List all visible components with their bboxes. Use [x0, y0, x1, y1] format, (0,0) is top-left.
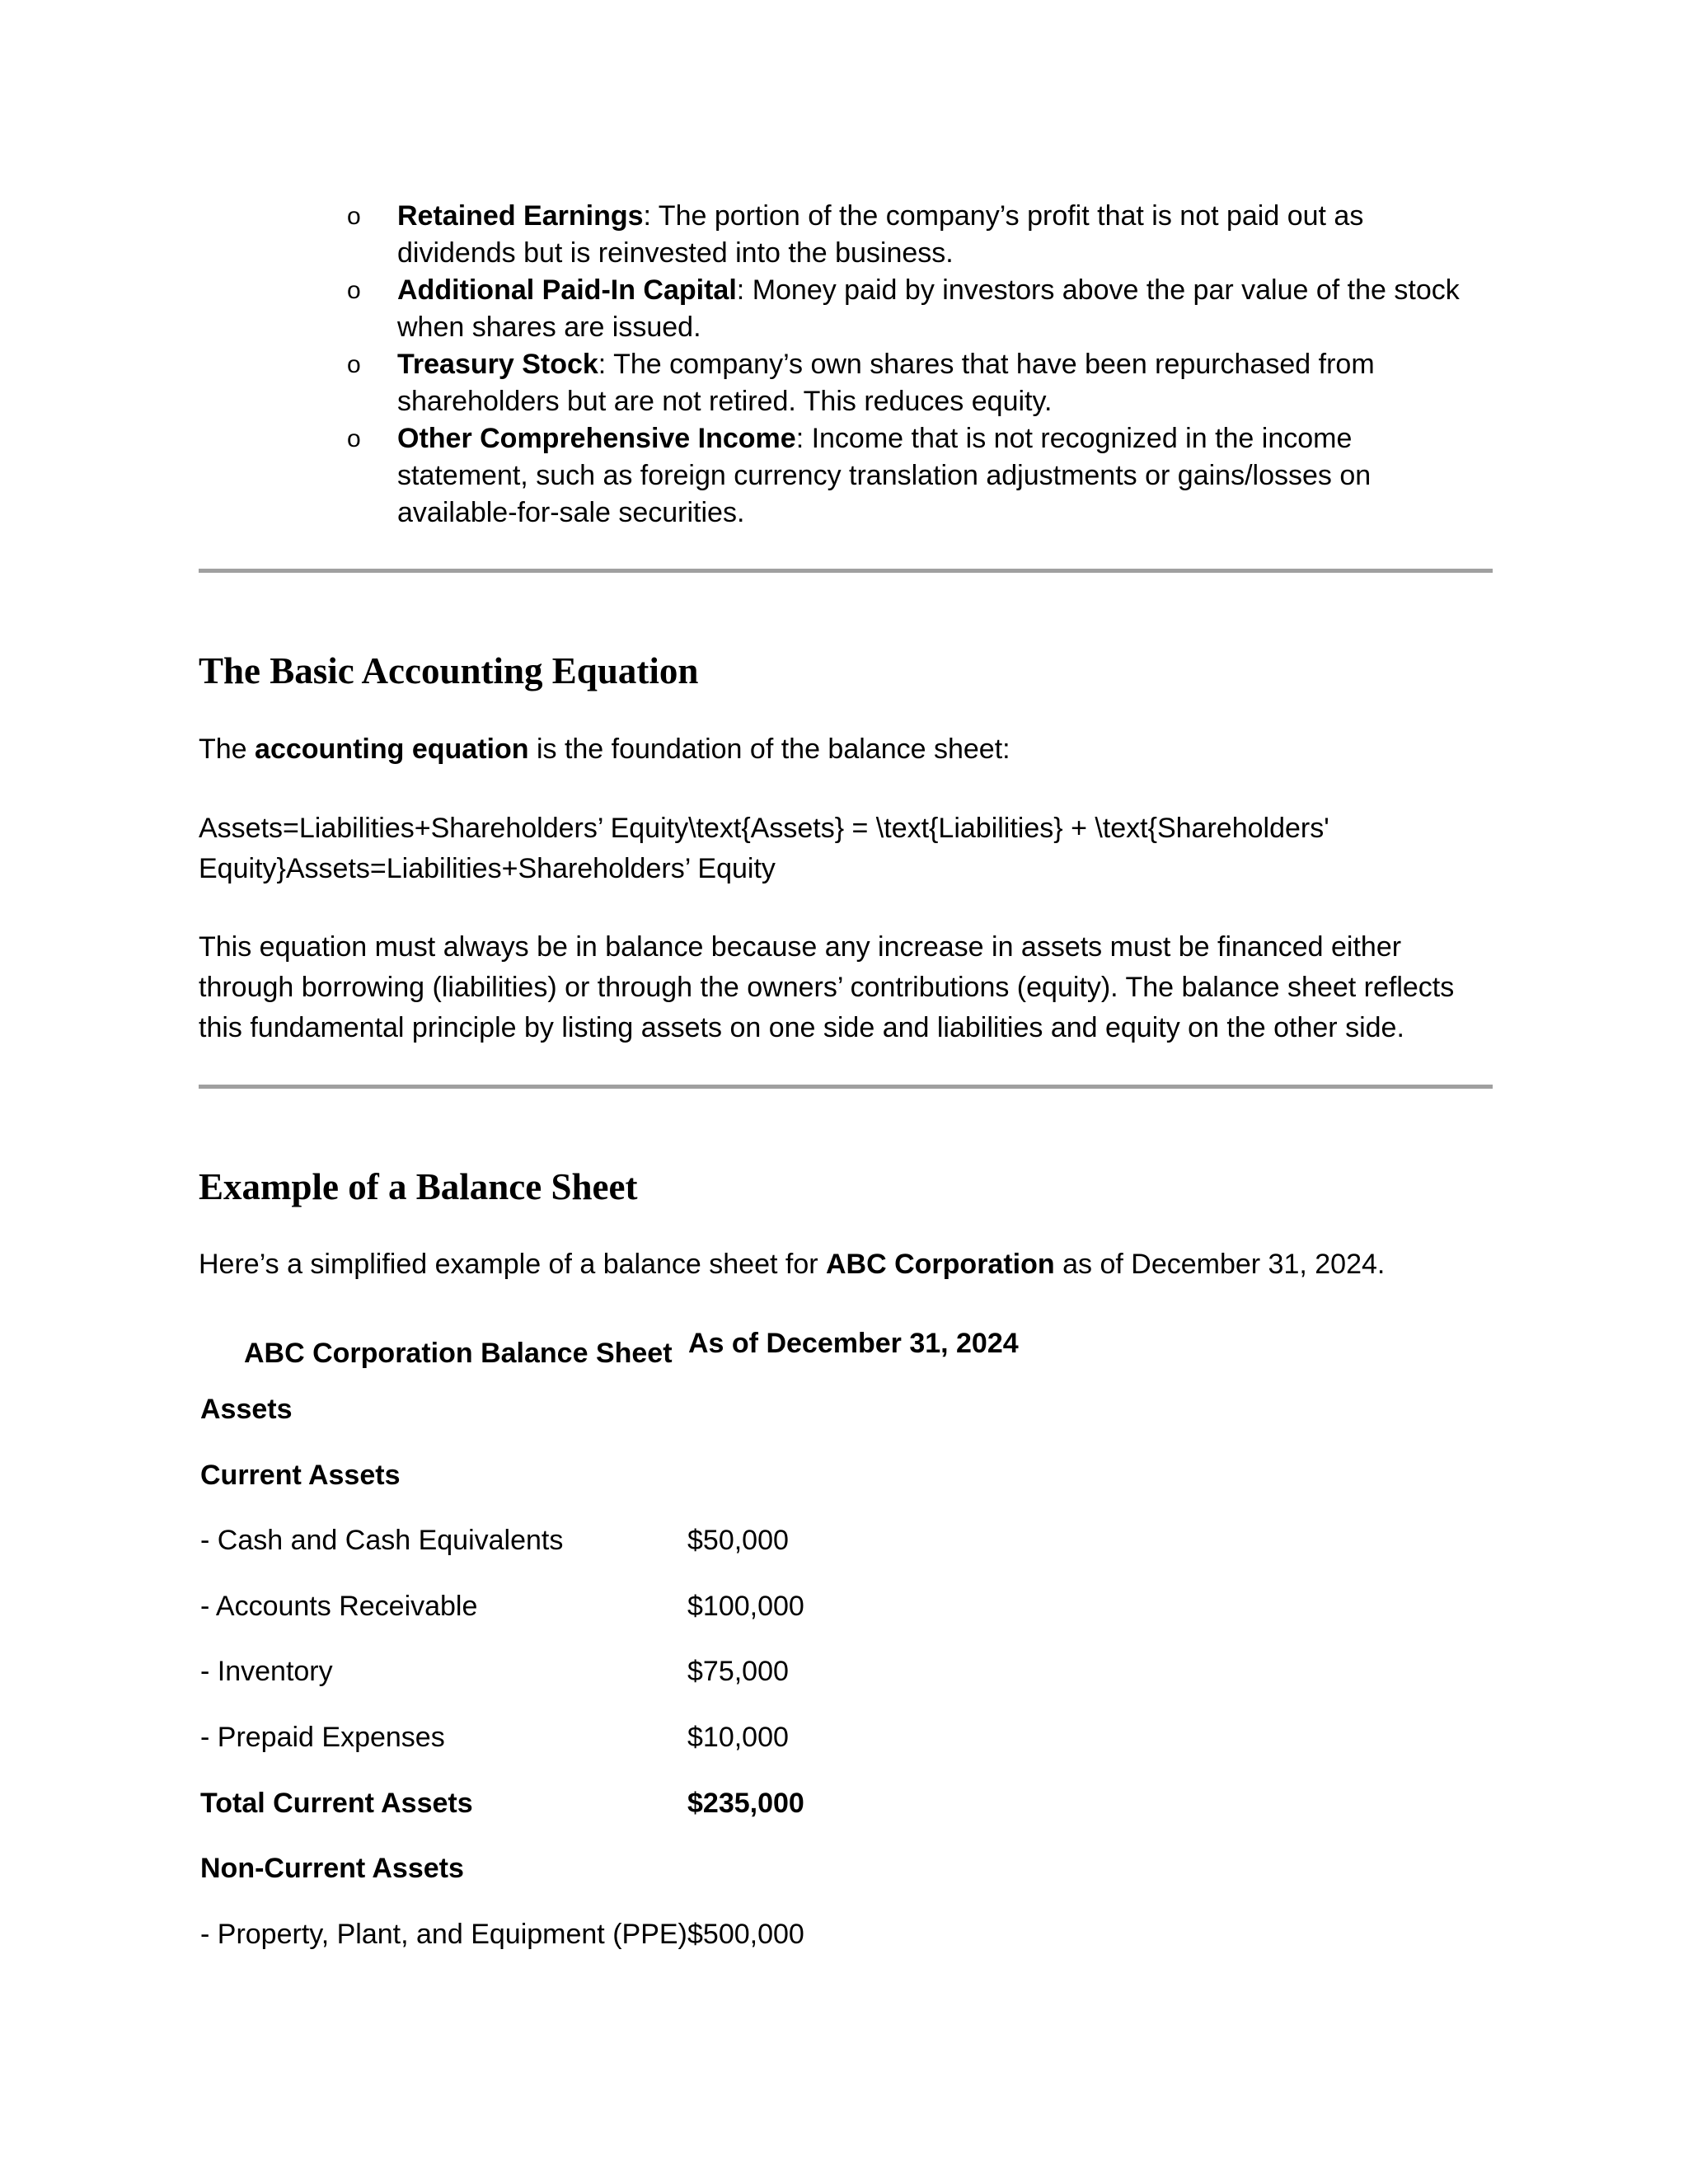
row-label: - Cash and Cash Equivalents	[200, 1525, 564, 1556]
balance-sheet-title: ABC Corporation Balance Sheet	[244, 1338, 673, 1369]
row-label: Total Current Assets	[200, 1788, 473, 1819]
list-item	[199, 346, 1486, 420]
section-heading-accounting-equation: The Basic Accounting Equation	[199, 650, 699, 691]
document-page	[199, 0, 1493, 2184]
bullet-marker: o	[347, 351, 361, 378]
row-label: Non-Current Assets	[200, 1853, 464, 1884]
equation-intro	[199, 729, 1493, 770]
definition-text: : Income that is not recognized in the income statement, such as foreign currency translation adjustments or gains/losses on available-for-sale securities.	[397, 423, 1372, 528]
term-other-comprehensive-income: Other Comprehensive Income	[397, 423, 796, 454]
row-label: - Property, Plant, and Equipment (PPE)	[200, 1919, 687, 1950]
row-label: Current Assets	[200, 1460, 401, 1491]
row-label: - Prepaid Expenses	[200, 1722, 445, 1753]
row-label: - Inventory	[200, 1656, 333, 1687]
row-amount: $75,000	[687, 1656, 789, 1687]
equity-components-list	[199, 198, 1493, 532]
row-label: Assets	[200, 1394, 293, 1425]
example-intro	[199, 1244, 1493, 1285]
balance-sheet-date-header: As of December 31, 2024	[688, 1328, 1019, 1359]
horizontal-divider	[199, 1085, 1493, 1089]
intro-text: as of December 31, 2024.	[1054, 1249, 1386, 1280]
row-amount: $50,000	[687, 1525, 789, 1556]
term-retained-earnings: Retained Earnings	[397, 200, 644, 232]
intro-text: Here’s a simplified example of a balance sheet for	[199, 1249, 826, 1280]
intro-bold-term: ABC Corporation	[826, 1249, 1055, 1280]
term-additional-paid-in-capital: Additional Paid-In Capital	[397, 274, 737, 306]
row-amount: $500,000	[687, 1919, 804, 1950]
row-amount: $100,000	[687, 1591, 804, 1622]
section-heading-balance-sheet-example: Example of a Balance Sheet	[199, 1166, 638, 1207]
row-amount: $10,000	[687, 1722, 789, 1753]
intro-text: The	[199, 733, 256, 765]
intro-text: is the foundation of the balance sheet:	[528, 733, 1010, 765]
horizontal-divider	[199, 569, 1493, 573]
row-amount: $235,000	[687, 1788, 804, 1819]
list-item	[199, 272, 1486, 346]
equation-explanation: This equation must always be in balance because any increase in assets must be financed either through borrowing (liabilities) or through the owners’ contributions (equity). The balance sheet reflects this fundamental principle by listing assets on one side and liabilities and equity on the other side.	[199, 931, 1455, 1043]
definition-text: : Money paid by investors above the par value of the stock when shares are issued.	[397, 274, 1460, 343]
definition-text: : The portion of the company’s profit that is not paid out as dividends but is reinvested into the business.	[397, 200, 1364, 269]
definition-text: : The company’s own shares that have been repurchased from shareholders but are not retired. This reduces equity.	[397, 349, 1375, 417]
row-label: - Accounts Receivable	[200, 1591, 478, 1622]
bullet-marker: o	[347, 203, 361, 230]
intro-bold-term: accounting equation	[255, 733, 529, 765]
term-treasury-stock: Treasury Stock	[397, 349, 598, 380]
list-item	[199, 420, 1486, 532]
equation-formula: Assets=Liabilities+Shareholders’ Equity\text{Assets} = \text{Liabilities} + \text{Shareholders' Equity}Assets=Liabilities+Shareholders’ Equity	[199, 813, 1329, 884]
bullet-marker: o	[347, 425, 361, 452]
bullet-marker: o	[347, 277, 361, 304]
list-item	[199, 198, 1486, 272]
